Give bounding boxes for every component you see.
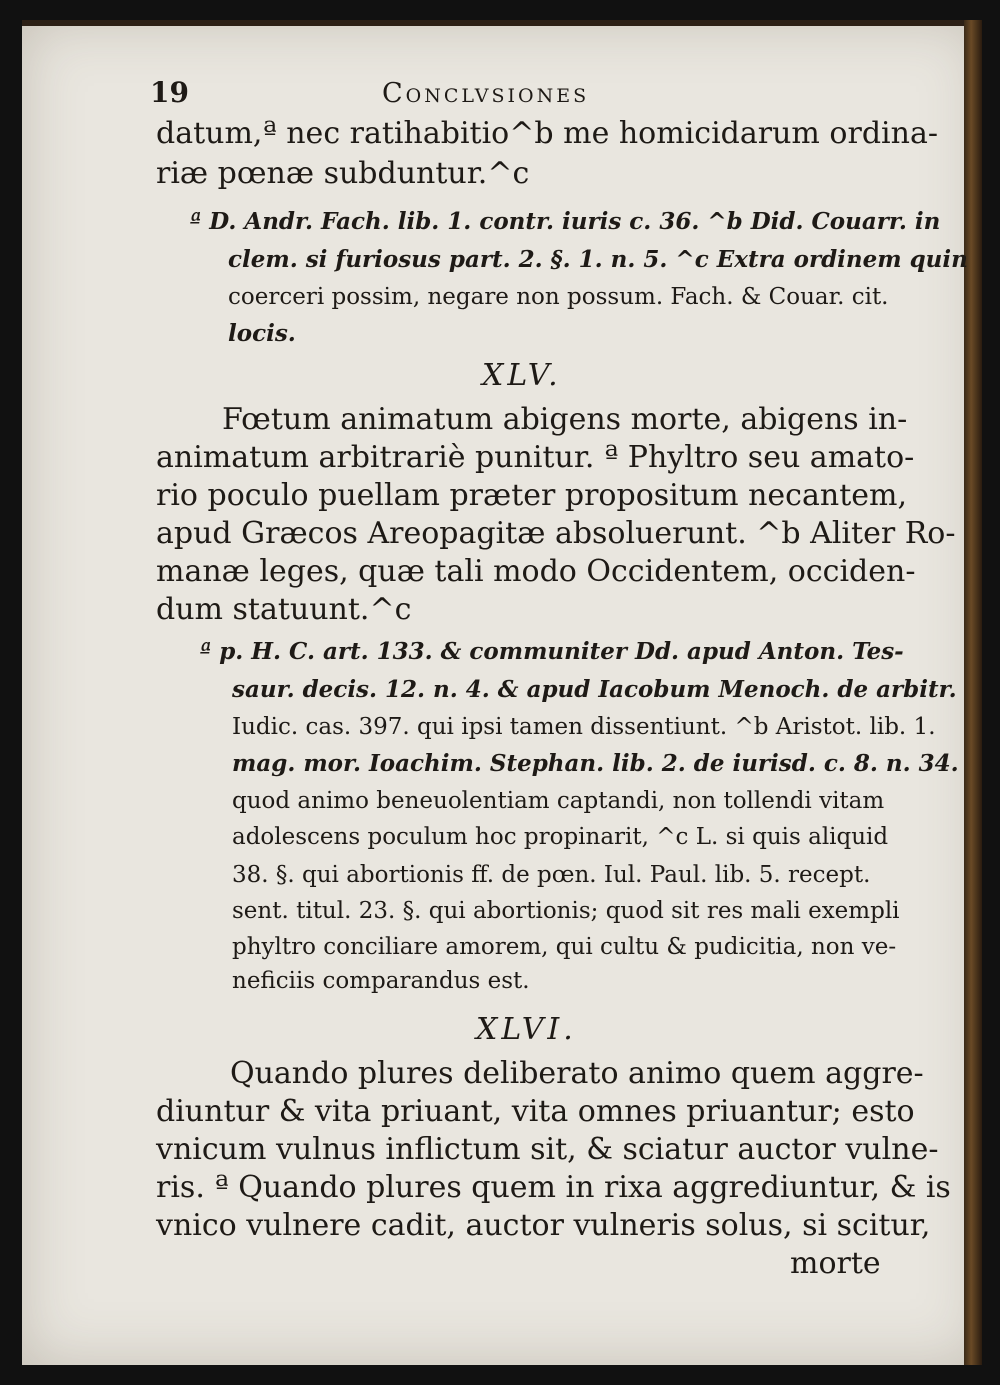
page-header	[150, 72, 890, 112]
main-text-line: diuntur & vita priuant, vita omnes priuantur; esto	[156, 1094, 915, 1129]
footnote-line: neficiis comparandus est.	[232, 968, 530, 994]
main-text-line: datum,ª nec ratihabitio^b me homicidarum ordina-	[156, 116, 938, 151]
footnote-line: phyltro conciliare amorem, qui cultu & pudicitia, non ve-	[232, 934, 897, 960]
footnote-line: clem. si furiosus part. 2. §. 1. n. 5. ^c Extra ordinem quin	[228, 246, 968, 273]
footnote-line: ª D. Andr. Fach. lib. 1. contr. iuris c. 36. ^b Did. Couarr. in	[190, 208, 941, 235]
main-text-line: Fœtum animatum abigens morte, abigens in-	[222, 402, 908, 437]
main-text-line: apud Græcos Areopagitæ absoluerunt. ^b Aliter Ro-	[156, 516, 956, 551]
footnote-line: saur. decis. 12. n. 4. & apud Iacobum Menoch. de arbitr.	[232, 676, 957, 703]
main-text-line: vnico vulnere cadit, auctor vulneris solus, si scitur,	[156, 1208, 931, 1243]
footnote-line: ª p. H. C. art. 133. & communiter Dd. apud Anton. Tes-	[200, 638, 904, 665]
footnote-line: mag. mor. Ioachim. Stephan. lib. 2. de iurisd. c. 8. n. 34.	[232, 750, 959, 777]
section-heading-xlv: XLV.	[482, 358, 562, 393]
footnote-line: locis.	[228, 320, 296, 347]
footnote-line: coerceri possim, negare non possum. Fach. & Couar. cit.	[228, 284, 889, 310]
main-text-line: ris. ª Quando plures quem in rixa aggrediuntur, & is	[156, 1170, 951, 1205]
main-text-line: rio poculo puellam præter propositum necantem,	[156, 478, 907, 513]
catchword: morte	[790, 1246, 881, 1281]
footnote-line: 38. §. qui abortionis ff. de pœn. Iul. Paul. lib. 5. recept.	[232, 862, 871, 888]
main-text-line: vnicum vulnus inflictum sit, & sciatur auctor vulne-	[156, 1132, 939, 1167]
main-text-line: dum statuunt.^c	[156, 592, 412, 627]
page-number: 19	[150, 76, 189, 109]
page-top-edge	[22, 20, 982, 26]
footnote-line: quod animo beneuolentiam captandi, non tollendi vitam	[232, 788, 885, 814]
page-binding-edge	[964, 20, 982, 1365]
footnote-line: adolescens poculum hoc propinarit, ^c L. si quis aliquid	[232, 824, 889, 850]
section-heading-xlvi: XLVI.	[476, 1012, 577, 1047]
main-text-line: manæ leges, quæ tali modo Occidentem, occiden-	[156, 554, 916, 589]
book-page	[22, 20, 982, 1365]
main-text-line: Quando plures deliberato animo quem aggre-	[230, 1056, 924, 1091]
footnote-line: Iudic. cas. 397. qui ipsi tamen dissentiunt. ^b Aristot. lib. 1.	[232, 714, 936, 740]
main-text-line: animatum arbitrariè punitur. ª Phyltro seu amato-	[156, 440, 915, 475]
footnote-line: sent. titul. 23. §. qui abortionis; quod sit res mali exempli	[232, 898, 900, 924]
main-text-line: riæ pœnæ subduntur.^c	[156, 156, 530, 191]
running-title: Conclvsiones	[382, 78, 590, 109]
